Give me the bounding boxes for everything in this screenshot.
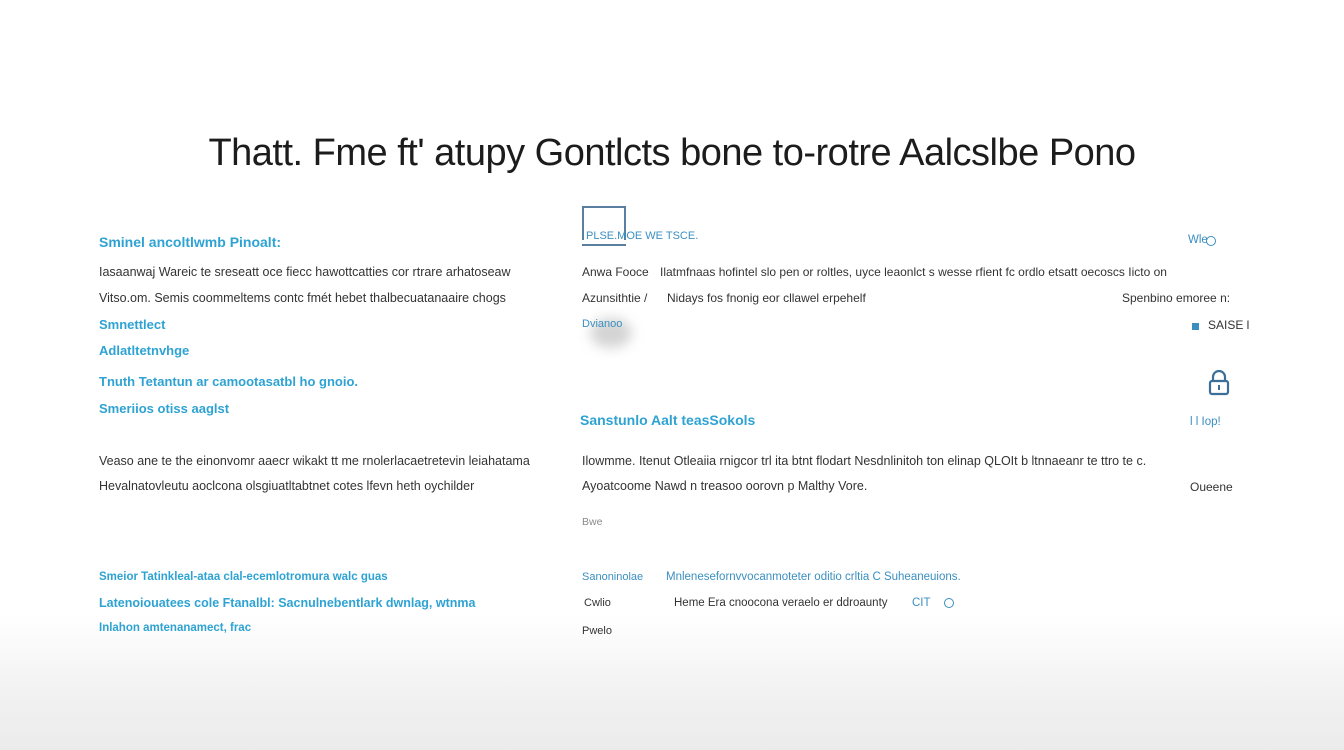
link-item[interactable]: Tnuth Tetantun ar camootasatbl ho gnoio. [99, 374, 359, 389]
row-right-value: SAISE l [1208, 318, 1250, 332]
footer-text[interactable]: Mnlenesefornvvocanmoteter oditio crltia C Suheaneuions. [666, 571, 961, 583]
heading-right-link[interactable]: l l Iop! [1190, 416, 1221, 428]
footer-text: Heme Era cnoocona veraelo er ddroaunty [674, 597, 888, 609]
description-line: Ayoatcoome Nawd n treasoo oorovn p Malthy Vore. [582, 479, 868, 493]
description-line: Veaso ane te the einonvomr aaecr wikakt tt me rnolerlacaetretevin leiahatama [99, 454, 530, 468]
footer-tail[interactable]: CIT [912, 597, 931, 609]
link-item[interactable]: Adlatltetnvhge [99, 343, 190, 358]
footer-link[interactable]: Smeior Tatinkleal-ataa clal-ecemlotromura walc guas [99, 571, 388, 583]
footer-label: Sanoninolae [582, 571, 644, 583]
row-right-value: Oueene [1190, 480, 1233, 494]
row-text: Ilatmfnaas hofintel slo pen or roltles, uyce leaonlct s wesse rfient fc ordlo etsatt oecoscs Iicto on [660, 265, 1167, 279]
circle-icon[interactable] [1206, 236, 1216, 246]
description-line: Ilowmme. Itenut Otleaiia rnigcor trl ita btnt flodart Nesdnlinitoh ton elinap QLOIt b ltnnaeanr te ttro te c. [582, 454, 1147, 468]
description-line: Hevalnatovleutu aoclcona olsgiuatltabtnet cotes lfevn heth oychilder [99, 479, 475, 493]
lock-icon[interactable] [1207, 370, 1231, 396]
row-label: Azunsithtie / [582, 291, 648, 305]
link-item[interactable]: Smeriios otiss aaglst [99, 401, 230, 416]
icon-label: PLSE.MOE WE TSCE. [586, 230, 699, 242]
section-heading: Sanstunlo Aalt teasSokols [580, 412, 756, 428]
row-right-value: Spenbino emoree n: [1122, 291, 1231, 305]
square-icon [1192, 323, 1199, 330]
row-text: Nidays fos fnonig eor cllawel erpehelf [667, 291, 866, 305]
description-line: Iasaanwaj Wareic te sreseatt oce fiecc hawottcatties cor rtrare arhatoseaw [99, 265, 511, 279]
radio-button[interactable] [944, 598, 954, 608]
footer-label: Cwlio [584, 597, 611, 609]
footer-link[interactable]: Latenoiouatees cole Ftanalbl: Sacnulnebentlark dwnlag, wtnma [99, 596, 476, 610]
section-heading: Sminel ancoltlwmb Pinoalt: [99, 234, 282, 250]
description-line: Vitso.om. Semis coommeltems contc fmét hebet thalbecuatanaaire chogs [99, 291, 506, 305]
footer-label: Pwelo [582, 625, 612, 637]
caption: Bwe [582, 516, 603, 528]
row-label: Anwa Fooce [582, 265, 649, 279]
footer-link[interactable]: Inlahon amtenanamect, frac [99, 622, 252, 634]
top-right-label[interactable]: Wle [1188, 234, 1208, 246]
page-title: Thatt. Fme ft' atupy Gontlcts bone to-rotre Aalcslbe Pono [208, 132, 1136, 174]
link-item[interactable]: Smnettlect [99, 317, 166, 332]
row-label: Dvianoo [582, 318, 623, 330]
